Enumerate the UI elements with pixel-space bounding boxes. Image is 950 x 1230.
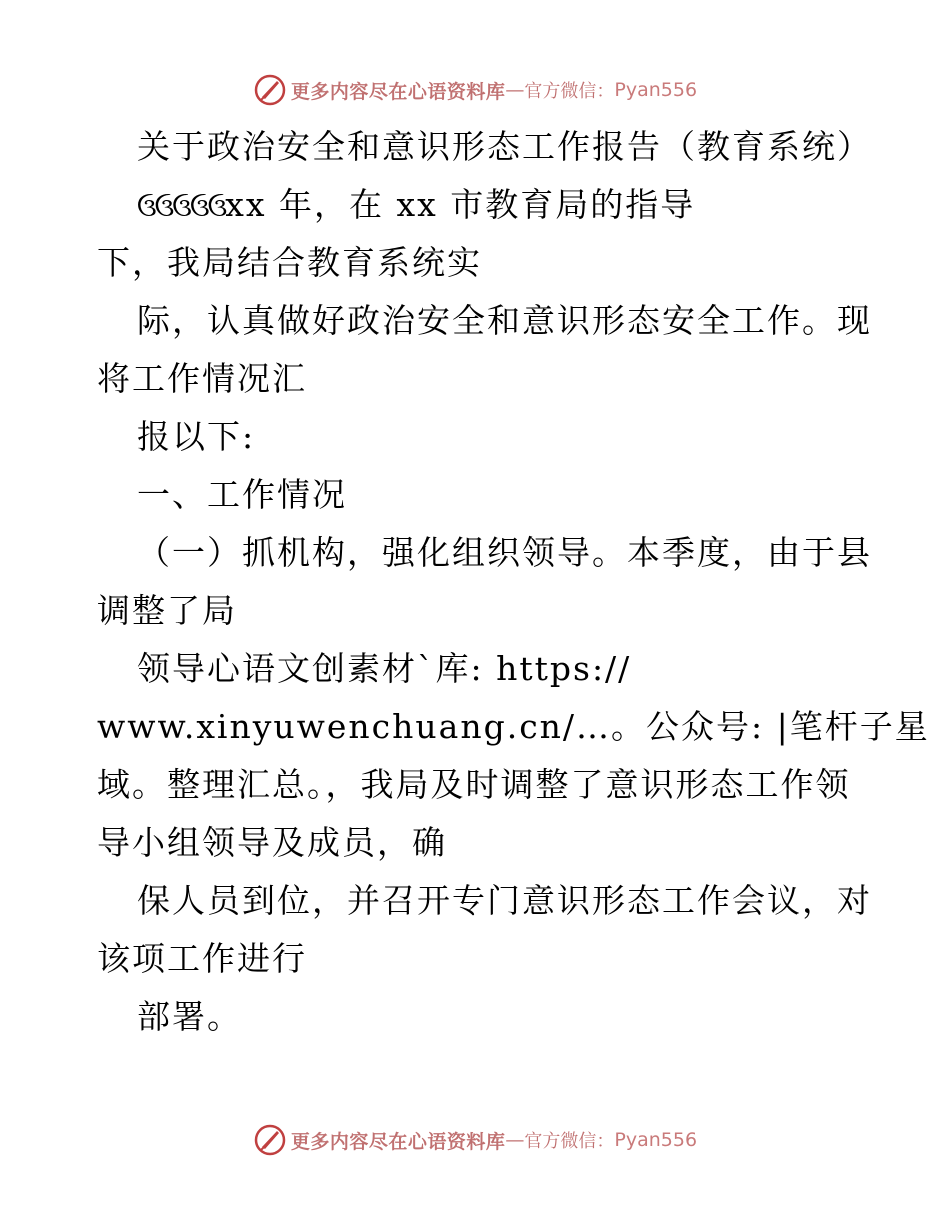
paragraph-line: 该项工作进行 [97, 939, 307, 978]
paragraph-line: 报以下: [137, 417, 256, 456]
document-body [97, 118, 930, 1046]
paragraph-line: 保人员到位，并召开专门意识形态工作会议，对 [137, 881, 872, 920]
banner-brand: 更多内容尽在心语资料库 [290, 80, 506, 103]
paragraph-line: www.xinyuwenchuang.cn/…。公众号: |笔杆子星 [97, 707, 930, 746]
banner-wechat-id: Pyan556 [614, 1129, 698, 1151]
ornament-glyphs: ઉઉઉઉઉ [137, 193, 226, 223]
paragraph-line: 下，我局结合教育系统实 [97, 243, 482, 282]
banner-dash: — [505, 1129, 525, 1151]
paragraph-line: 域。整理汇总。，我局及时调整了意识形态工作领 [97, 765, 851, 804]
section-heading: 一、工作情况 [137, 475, 347, 514]
banner-wechat-label: 官方微信： [524, 81, 615, 102]
banner-wechat-label: 官方微信： [524, 1131, 615, 1152]
banner-brand: 更多内容尽在心语资料库 [290, 1130, 506, 1153]
paragraph-line: 领导心语文创素材`库: https:// [137, 649, 632, 688]
paragraph-line: 际，认真做好政治安全和意识形态安全工作。现 [137, 301, 872, 340]
paragraph-line: 导小组领导及成员，确 [97, 823, 447, 862]
quill-logo-icon [253, 73, 287, 107]
banner-dash: — [505, 79, 525, 101]
quill-logo-icon [253, 1123, 287, 1157]
paragraph-line: 调整了局 [97, 591, 237, 630]
paragraph-line: （一）抓机构，强化组织领导。本季度，由于县 [137, 533, 872, 572]
paragraph-line [97, 176, 857, 234]
footer-banner [0, 1120, 950, 1160]
paragraph-line: 部署。 [137, 997, 242, 1036]
header-banner [0, 70, 950, 110]
document-title: 关于政治安全和意识形态工作报告（教育系统） [137, 127, 872, 166]
paragraph-text: xx 年，在 xx 市教育局的指导 [225, 185, 696, 224]
paragraph-line: 将工作情况汇 [97, 359, 307, 398]
banner-wechat-id: Pyan556 [614, 79, 698, 101]
